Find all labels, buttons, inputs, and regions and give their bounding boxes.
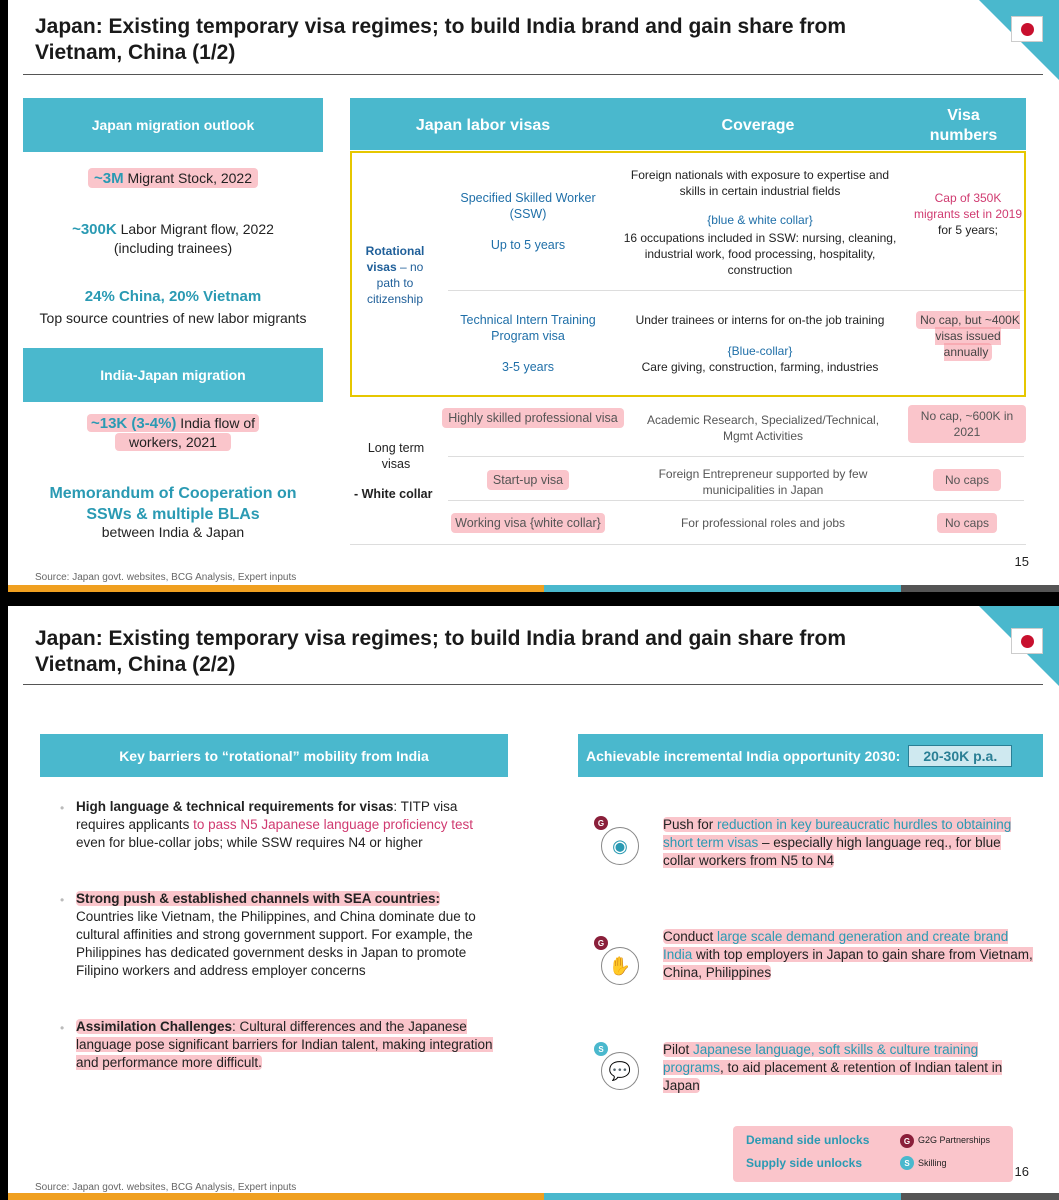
india-flow-value: ~13K (3-4%) [90, 415, 177, 432]
india-flow-label-1: India flow of [176, 415, 256, 431]
opportunity-header-text: Achievable incremental India opportunity 2030: [586, 747, 901, 764]
working-coverage: For professional roles and jobs [680, 516, 846, 530]
opportunity-item [663, 928, 1033, 982]
barrier-item: • High language & technical requirements for visas: TITP visa requires applicants to pass N5 Japanese language proficiency test even for blue-collar jobs; while SSW requires N4 or higher [60, 799, 474, 850]
hsp-name-text: Highly skilled professional visa [442, 408, 624, 428]
india-japan-header: India-Japan migration [23, 348, 323, 402]
migrant-stock-value: ~3M [93, 170, 124, 187]
barrier-2-title: Strong push & established channels with SEA countries: [76, 891, 441, 906]
title-rule [23, 684, 1043, 685]
ssw-numbers-rest: for 5 years; [937, 223, 999, 237]
japan-flag-icon [1011, 16, 1043, 42]
ssw-duration: Up to 5 years [490, 238, 566, 252]
titp-name: Technical Intern Training Program visa [460, 313, 596, 343]
ssw-coverage-2: 16 occupations included in SSW: nursing, cleaning, industrial work, food processing, hospitality, construction [623, 231, 897, 277]
barrier-1-pink: to pass N5 Japanese language proficiency test [193, 817, 474, 832]
startup-name-text: Start-up visa [487, 470, 569, 490]
ssw-numbers-pink: Cap of 350K migrants set in 2019 [913, 191, 1023, 221]
g2g-badge-icon: G [594, 816, 608, 830]
labor-flow-note: (including trainees) [113, 240, 233, 256]
title-rule [23, 74, 1043, 75]
barrier-3-title: Assimilation Challenges [76, 1019, 233, 1034]
hsp-numbers [908, 405, 1026, 443]
opp-1-teal: reduction in key bureaucratic hurdles to obtaining short term visas [663, 817, 1012, 850]
legend-supply: Supply side unlocks [746, 1156, 863, 1170]
page-number: 15 [1014, 554, 1029, 569]
titp-duration: 3-5 years [501, 360, 555, 374]
barrier-1-title: High language & technical requirements for visas [76, 799, 394, 814]
opp-1-text-a: Push for [663, 817, 718, 832]
source-countries-pct: 24% China, 20% Vietnam [84, 288, 262, 305]
hsp-numbers-text: No cap, ~600K in 2021 [908, 405, 1026, 443]
handshake-icon: ✋ [601, 947, 639, 985]
source-countries-label: Top source countries of new labor migrants [39, 310, 307, 326]
slide-16 [8, 606, 1059, 1200]
barriers-header: Key barriers to “rotational” mobility from India [40, 734, 508, 777]
chat-icon: 💬 [601, 1052, 639, 1090]
ssw-coverage-1: Foreign nationals with exposure to expertise and skills in certain industrial fields [630, 168, 890, 198]
opportunity-header [578, 734, 1043, 777]
japan-flag-icon [1011, 628, 1043, 654]
migrant-stock [23, 170, 323, 187]
opp-2-text-a: Conduct [663, 929, 718, 944]
whitecollar-label: - White collar [354, 487, 433, 501]
working-name-text: Working visa {white collar} [451, 513, 605, 533]
titp-coverage-tag: {Blue-collar} [727, 344, 793, 358]
outlook-header: Japan migration outlook [23, 98, 323, 152]
opportunity-item [663, 1041, 1033, 1095]
india-flow [23, 414, 323, 452]
working-name [428, 516, 628, 530]
header-coverage: Coverage [721, 117, 795, 134]
rotational-label-rest: – no path to citizenship [366, 260, 424, 306]
opportunity-item [663, 816, 1033, 870]
legend-skilling: Skilling [918, 1158, 947, 1168]
hsp-name [428, 408, 638, 428]
rotational-label [356, 243, 434, 307]
opp-3-text-b: , to aid placement & retention of Indian talent in Japan [663, 1060, 1003, 1093]
opp-3-text-a: Pilot [663, 1042, 694, 1057]
barrier-1-text-b: even for blue-collar jobs; while SSW requires N4 or higher [76, 835, 423, 850]
barrier-item: • Assimilation Challenges: Cultural differences and the Japanese language pose significant barriers for Indian talent, making integration and performance more difficult. [60, 1019, 493, 1070]
labor-flow-label: Labor Migrant flow, 2022 [116, 221, 274, 237]
startup-numbers [908, 473, 1026, 487]
process-icon: ◉ [601, 827, 639, 865]
skilling-badge-icon: S [900, 1156, 914, 1170]
titp-coverage-1: Under trainees or interns for on-the job training [635, 313, 885, 327]
skilling-badge-icon: S [594, 1042, 608, 1056]
barrier-1-text-a: : TITP visa requires applicants [76, 799, 458, 832]
titp-numbers [910, 312, 1026, 360]
row-divider [448, 456, 1024, 457]
bottom-bar [8, 1193, 1059, 1200]
startup-name [448, 473, 608, 487]
india-flow-label-2: workers, 2021 [115, 433, 231, 451]
opp-3-teal: Japanese language, soft skills & culture training programs [663, 1042, 979, 1075]
slide-title: Japan: Existing temporary visa regimes; to build India brand and gain share from Vietnam, China (1/2) [35, 15, 847, 64]
startup-coverage: Foreign Entrepreneur supported by few municipalities in Japan [658, 467, 868, 497]
row-divider [448, 290, 1024, 291]
ssw-name: Specified Skilled Worker (SSW) [460, 191, 596, 221]
slide-title: Japan: Existing temporary visa regimes; to build India brand and gain share from Vietnam, China (2/2) [35, 627, 847, 676]
source-note: Source: Japan govt. websites, BCG Analysis, Expert inputs [35, 572, 297, 583]
labor-flow [23, 220, 323, 258]
ssw-coverage-tag: {blue & white collar} [707, 213, 813, 227]
opp-2-text-b: with top employers in Japan to gain share from Vietnam, China, Philippines [663, 947, 1033, 980]
rotational-label-bold: Rotational visas [365, 244, 425, 274]
page-number: 16 [1014, 1164, 1029, 1179]
hsp-coverage: Academic Research, Specialized/Technical, Mgmt Activities [646, 413, 880, 443]
longterm-label: Long term visas [367, 441, 425, 471]
moc-sub: between India & Japan [101, 524, 245, 540]
barrier-3-text: : Cultural differences and the Japanese language pose significant barriers for Indian talent, making integration and performance more difficult. [76, 1019, 493, 1070]
row-divider [350, 544, 1026, 545]
opp-2-teal: large scale demand generation and create brand India [663, 929, 1009, 962]
moc-title: Memorandum of Cooperation on SSWs & multiple BLAs [49, 485, 297, 523]
titp-numbers-text: No cap, but ~400K visas issued annually [916, 311, 1020, 361]
labor-flow-value: ~300K [72, 221, 117, 238]
migrant-stock-label: Migrant Stock, 2022 [123, 170, 252, 186]
g2g-badge-icon: G [900, 1134, 914, 1148]
opp-1-text-b: – especially high language req., for blue collar workers from N5 to N4 [663, 835, 1001, 868]
titp-coverage-2: Care giving, construction, farming, industries [641, 360, 879, 374]
header-visas: Japan labor visas [415, 117, 551, 134]
ssw-numbers [913, 190, 1023, 238]
legend-g2g: G2G Partnerships [918, 1135, 991, 1145]
slide-15 [8, 0, 1059, 592]
legend-demand: Demand side unlocks [746, 1133, 870, 1147]
g2g-badge-icon: G [594, 936, 608, 950]
opportunity-value: 20-30K p.a. [908, 745, 1012, 767]
header-numbers: Visa numbers [929, 107, 998, 144]
working-numbers [908, 516, 1026, 530]
row-divider [448, 500, 1024, 501]
bottom-bar [8, 585, 1059, 592]
source-note: Source: Japan govt. websites, BCG Analysis, Expert inputs [35, 1182, 297, 1193]
working-numbers-text: No caps [937, 513, 997, 533]
startup-numbers-text: No caps [933, 469, 1001, 491]
barrier-2-text: Countries like Vietnam, the Philippines, and China dominate due to cultural affinities and strong government support. For example, the Philippines has dedicated government desks in Japan to promote Filipino workers and address employer concerns [76, 909, 476, 978]
barrier-item: • Strong push & established channels with SEA countries: Countries like Vietnam, the Philippines, and China dominate due to cultural affinities and strong government support. For example, the Philippines has dedicated government desks in Japan to promote Filipino workers and address employer concerns [60, 891, 476, 978]
